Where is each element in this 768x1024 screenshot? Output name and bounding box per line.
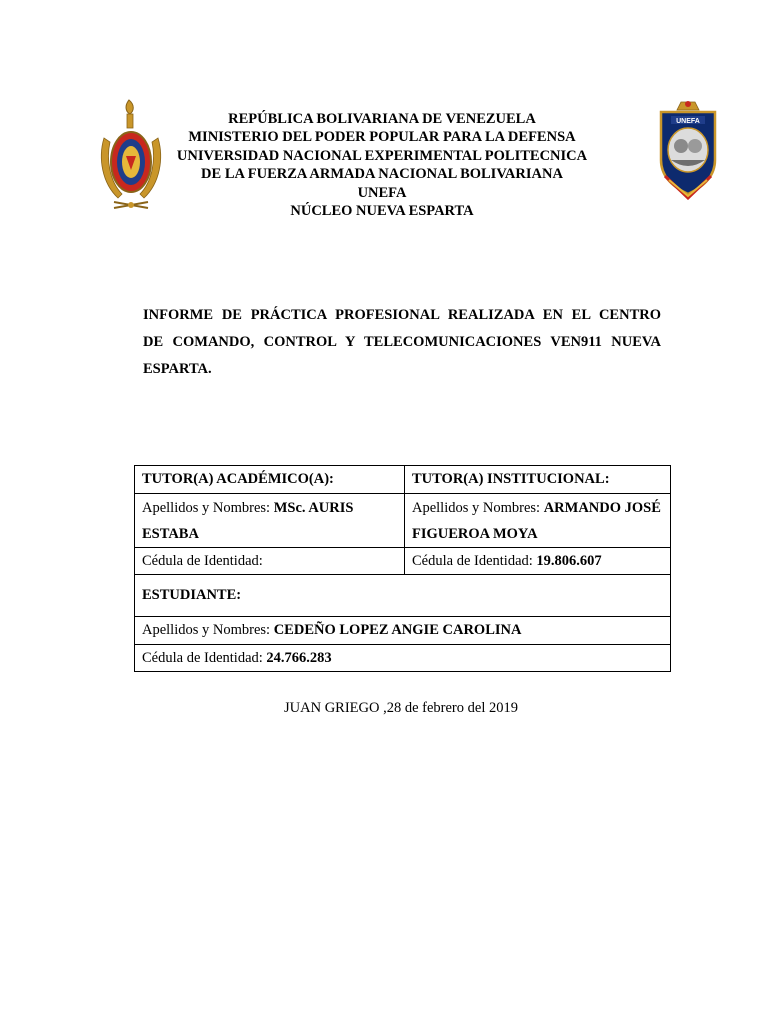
header-line-country: REPÚBLICA BOLIVARIANA DE VENEZUELA [228, 111, 536, 127]
institutional-tutor-id: 19.806.607 [536, 552, 602, 569]
institution-header [160, 110, 604, 220]
institutional-tutor-id-cell [405, 548, 671, 575]
header-line-acronym: UNEFA [357, 184, 407, 201]
header-line-campus: NÚCLEO NUEVA ESPARTA [290, 203, 474, 220]
student-id: 24.766.283 [266, 649, 332, 666]
table-row [135, 645, 671, 672]
header-line-ministry: MINISTERIO DEL PODER POPULAR PARA LA DEFENSA [188, 129, 576, 146]
unefa-logo-text: UNEFA [676, 118, 700, 125]
header-line-university: UNIVERSIDAD NACIONAL EXPERIMENTAL POLITECNICA [176, 147, 588, 164]
id-label: Cédula de Identidad: [412, 552, 533, 569]
tutor-student-table [134, 465, 671, 672]
report-title-line-1: INFORME DE PRÁCTICA PROFESIONAL REALIZADA EN EL CENTRO [143, 307, 661, 323]
report-title [143, 302, 661, 383]
place-and-date: JUAN GRIEGO ,28 de febrero del 2019 [284, 700, 518, 716]
id-label: Cédula de Identidad: [142, 649, 263, 666]
institutional-tutor-name: ARMANDO JOSÉ FIGUEROA MOYA [412, 499, 661, 542]
student-name-cell [135, 617, 671, 645]
report-title-line-3: ESPARTA. [143, 361, 212, 377]
table-row [135, 575, 671, 617]
student-name: CEDEÑO LOPEZ ANGIE CAROLINA [273, 622, 522, 638]
table-row [135, 494, 671, 548]
academic-tutor-id-cell [135, 548, 405, 575]
table-row [135, 548, 671, 575]
academic-tutor-name: MSc. AURIS ESTABA [142, 499, 354, 542]
academic-tutor-header: TUTOR(A) ACADÉMICO(A): [135, 466, 405, 494]
header-line-armed-forces: DE LA FUERZA ARMADA NACIONAL BOLIVARIANA [201, 166, 563, 183]
institutional-tutor-header: TUTOR(A) INSTITUCIONAL: [405, 466, 671, 494]
institutional-tutor-name-cell [405, 494, 671, 548]
student-id-cell [135, 645, 671, 672]
name-label: Apellidos y Nombres: [142, 499, 271, 516]
name-label: Apellidos y Nombres: [412, 499, 541, 516]
student-header: ESTUDIANTE: [135, 575, 671, 617]
table-row [135, 617, 671, 645]
report-title-line-2: DE COMANDO, CONTROL Y TELECOMUNICACIONES VEN911 NUEVA [143, 334, 661, 350]
academic-tutor-name-cell [135, 494, 405, 548]
unefa-crest-logo [655, 98, 721, 200]
table-row [135, 466, 671, 494]
venezuela-military-crest-logo [96, 98, 166, 214]
name-label: Apellidos y Nombres: [142, 622, 271, 638]
id-label: Cédula de Identidad: [142, 552, 263, 569]
